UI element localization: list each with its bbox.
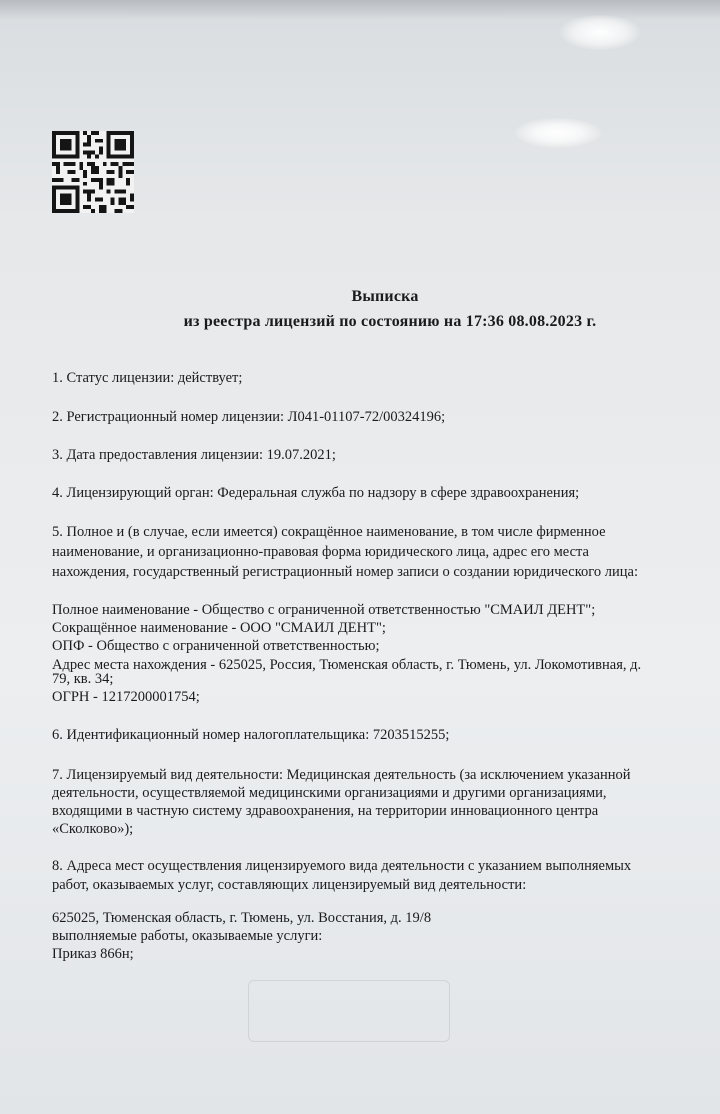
license-status: 1. Статус лицензии: действует; bbox=[52, 370, 243, 386]
activity-line-4: «Сколково»); bbox=[52, 821, 134, 837]
legal-form: ОПФ - Общество с ограниченной ответственностью; bbox=[52, 638, 380, 654]
order-reference: Приказ 866н; bbox=[52, 946, 134, 962]
activity-line-2: деятельности, осуществляемой медицинскими организациями и другими организациями, bbox=[52, 785, 607, 801]
works-label: выполняемые работы, оказываемые услуги: bbox=[52, 928, 323, 944]
address-line-2: 79, кв. 34; bbox=[52, 671, 114, 687]
document-title: Выписка bbox=[351, 288, 419, 305]
name-header-line-1: 5. Полное и (в случае, если имеется) сокращённое наименование, в том числе фирменное bbox=[52, 524, 606, 540]
activity-line-3: входящими в частную систему здравоохранения, на территории инновационного центра bbox=[52, 803, 599, 819]
places-header-line-2: работ, оказываемых услуг, составляющих лицензируемый вид деятельности: bbox=[52, 877, 527, 893]
licensing-authority: 4. Лицензирующий орган: Федеральная служба по надзору в сфере здравоохранения; bbox=[52, 485, 580, 501]
place-address: 625025, Тюменская область, г. Тюмень, ул. Восстания, д. 19/8 bbox=[52, 910, 432, 926]
document-subtitle: из реестра лицензий по состоянию на 17:36 08.08.2023 г. bbox=[183, 313, 597, 330]
registration-number: 2. Регистрационный номер лицензии: Л041-01107-72/00324196; bbox=[52, 409, 446, 425]
activity-line-1: 7. Лицензируемый вид деятельности: Медицинская деятельность (за исключением указанной bbox=[52, 767, 631, 783]
short-name: Сокращённое наименование - ООО "СМАИЛ ДЕНТ"; bbox=[52, 620, 386, 636]
address-line-1: Адрес места нахождения - 625025, Россия, Тюменская область, г. Тюмень, ул. Локомотивная, д. bbox=[52, 657, 642, 673]
full-name: Полное наименование - Общество с ограниченной ответственностью "СМАИЛ ДЕНТ"; bbox=[52, 602, 596, 618]
places-header-line-1: 8. Адреса мест осуществления лицензируемого вида деятельности с указанием выполняемых bbox=[52, 858, 632, 874]
reflection-artifact bbox=[248, 980, 450, 1042]
name-header-line-3: нахождения, государственный регистрационный номер записи о создании юридического лица: bbox=[52, 564, 638, 580]
ogrn: ОГРН - 1217200001754; bbox=[52, 689, 200, 705]
issue-date: 3. Дата предоставления лицензии: 19.07.2021; bbox=[52, 447, 336, 463]
inn: 6. Идентификационный номер налогоплательщика: 7203515255; bbox=[52, 727, 450, 743]
name-header-line-2: наименование, и организационно-правовая форма юридического лица, адрес его места bbox=[52, 544, 589, 560]
